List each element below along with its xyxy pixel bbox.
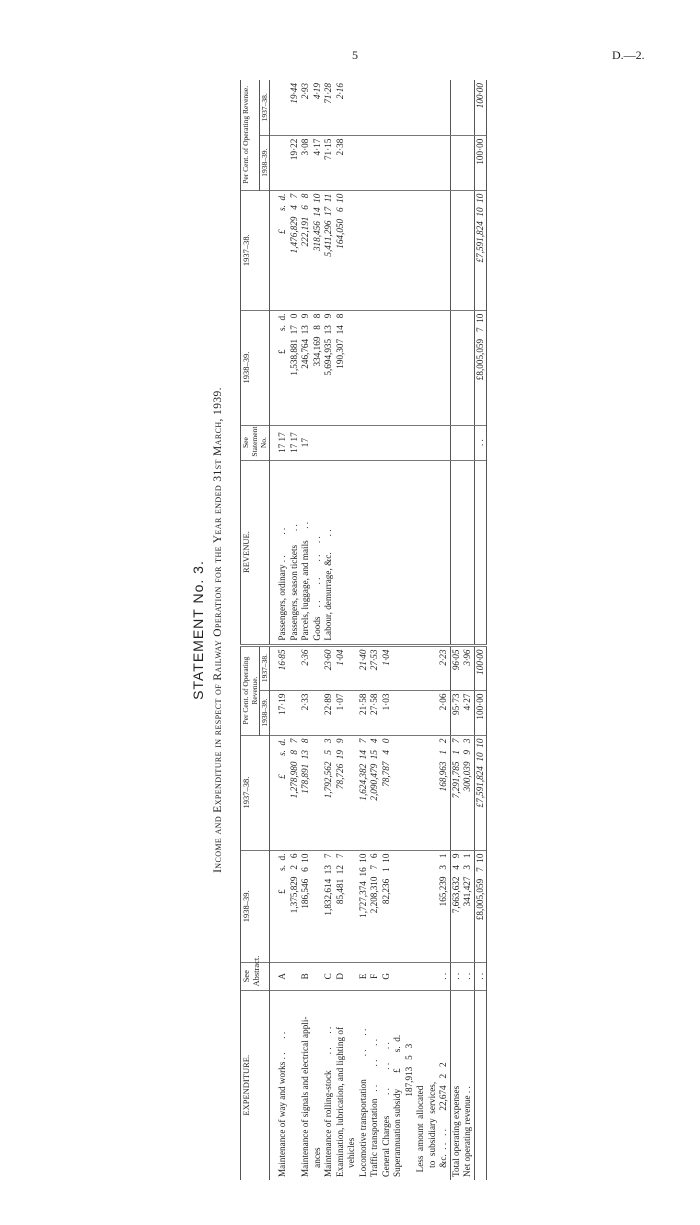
expenditure-header: EXPENDITURE. — [241, 990, 270, 1180]
grand-rev-pct-1938: 100·00 — [474, 80, 487, 135]
exp-pct-1939: 22·89 1·07 — [323, 690, 358, 735]
exp-1939-header: 1938–39. — [241, 850, 270, 962]
exp-label: Maintenance of way and works . . . . — [277, 1031, 287, 1177]
exp-1939: 1,727,374 16 10 2,208,310 7 6 82,236 1 10 — [358, 850, 393, 962]
revenue-1938: £ s. d. 1,476,829 4 7 222,191 6 8 318,456 14 10 5,411,296 17 11 164,050 6 10 — [277, 190, 450, 310]
revenue-pct-1938: 19·44 2·93 4·19 71·28 2·16 — [277, 80, 450, 135]
table-row-totals — [450, 80, 474, 1180]
totals-1939: 7,663,632 4 9 341,427 3 1 — [450, 850, 474, 962]
statement-sheet — [190, 80, 550, 1180]
exp-pct-1939: 21·58 27·58 1·03 — [358, 690, 393, 735]
exp-1939: 165,239 3 1 — [392, 850, 450, 962]
rev-pct-1939-header: 1938–39. — [260, 135, 270, 190]
exp-abstract: B — [300, 963, 323, 990]
exp-abstract: A — [277, 963, 300, 990]
revenue-labels: Passengers, ordinary . . . . Passengers, season tickets . . Parcels, luggage, and mails . . Goods . . . . . . . . Labour, demurrage, &c. . . — [277, 460, 450, 645]
totals-1938: 7,291,785 1 7 300,039 9 3 — [450, 735, 474, 850]
statement-subtitle: Income and Expenditure in respect of Railway Operation for the Year ended 31st March, 1939. — [212, 387, 224, 873]
see-abstract-header: See Abstract. — [241, 963, 270, 990]
totals-pct-1939: 95·73 4·27 — [450, 690, 474, 735]
rev-1939-header: 1938–39. — [241, 310, 270, 425]
grand-rev-pct-1939: 100·00 — [474, 135, 487, 190]
grand-rev-statement: . . — [474, 425, 487, 460]
grand-exp-pct-1939: 100·00 — [474, 690, 487, 735]
exp-label: Maintenance of signals and electrical appli- ances — [300, 1016, 322, 1177]
revenue-statement-no: 17 17 17 17 17 — [277, 425, 450, 460]
totals-abstract: . . . . — [450, 963, 474, 990]
exp-pct-1938-header: 1937–38. — [260, 645, 270, 690]
grand-rev-1938: £7,591,824 10 10 — [474, 190, 487, 310]
exp-abstract: C D — [323, 963, 358, 990]
rev-pct-header: Per Cent. of Operating Revenue. — [241, 80, 260, 190]
exp-1938: 168,963 1 2 — [392, 735, 450, 850]
exp-pct-1938: 2·23 — [392, 645, 450, 690]
statement-title: STATEMENT No. 3. — [190, 560, 206, 700]
exp-pct-1939-header: 1938–39. — [260, 690, 270, 735]
grand-rev-1939: £8,005,059 7 10 — [474, 310, 487, 425]
revenue-header: REVENUE. — [241, 460, 270, 645]
totals-pct-1938: 96·05 3·96 — [450, 645, 474, 690]
see-statement-header: See Statement No. — [241, 425, 270, 460]
exp-pct-1938: 2·36 — [300, 645, 323, 690]
totals-label: Total operating expenses Net operating revenue . . — [450, 990, 474, 1180]
exp-pct-1938: 16·85 — [277, 645, 300, 690]
exp-pct-header: Per Cent. of Operating Revenue. — [241, 645, 260, 735]
exp-1939: 1,832,614 13 7 85,481 12 7 — [323, 850, 358, 962]
rev-1938-header: 1937–38. — [241, 190, 270, 310]
exp-1939: £ s. d. 1,375,829 2 6 — [277, 850, 300, 962]
exp-1938: 1,792,562 5 3 78,726 19 9 — [323, 735, 358, 850]
exp-label: Locomotive transportation . . . . Traffic transportation . . . . . . General Charges . . . . . . — [357, 1028, 391, 1177]
income-expenditure-table — [240, 80, 487, 1180]
document-reference: D.—2. — [612, 48, 645, 62]
exp-pct-1939: 2·33 — [300, 690, 323, 735]
revenue-1939: £ s. d. 1,538,881 17 0 246,764 13 9 334,169 8 8 5,694,935 13 9 190,307 14 8 — [277, 310, 450, 425]
grand-exp-1938: £7,591,824 10 10 — [474, 735, 487, 850]
table-row-grand-total — [474, 80, 487, 1180]
exp-pct-1939: 2·06 — [392, 690, 450, 735]
grand-exp-1939: £8,005,059 7 10 — [474, 850, 487, 962]
exp-label: Superannuation subsidy £ s. d. 187,913 5 3 Less amount allocated to subsidiary services, &c. . . . . 22,674 2 2 — [392, 1034, 448, 1177]
exp-pct-1938: 23·60 1·04 — [323, 645, 358, 690]
exp-pct-1939: 17·19 — [277, 690, 300, 735]
grand-exp-pct-1938: 100·00 — [474, 645, 487, 690]
grand-exp-abstract: . . — [474, 963, 487, 990]
exp-abstract: . . — [392, 963, 450, 990]
rev-pct-1938-header: 1937–38. — [260, 80, 270, 135]
exp-1938: 178,891 13 8 — [300, 735, 323, 850]
exp-abstract: E F G — [358, 963, 393, 990]
table-row — [277, 80, 300, 1180]
exp-pct-1938: 21·40 27·53 1·04 — [358, 645, 393, 690]
revenue-pct-1939: 19·22 3·08 4·17 71·15 2·38 — [277, 135, 450, 190]
exp-1938: £ s. d. 1,278,980 8 7 — [277, 735, 300, 850]
exp-1938-header: 1937–38. — [241, 735, 270, 850]
page-number: 5 — [352, 48, 358, 62]
exp-1939: 186,546 6 10 — [300, 850, 323, 962]
exp-1938: 1,624,382 14 7 2,090,479 15 4 78,787 4 0 — [358, 735, 393, 850]
exp-label: Maintenance of rolling-stock . . . . Examination, lubrication, and lighting of vehicles — [323, 1026, 356, 1177]
